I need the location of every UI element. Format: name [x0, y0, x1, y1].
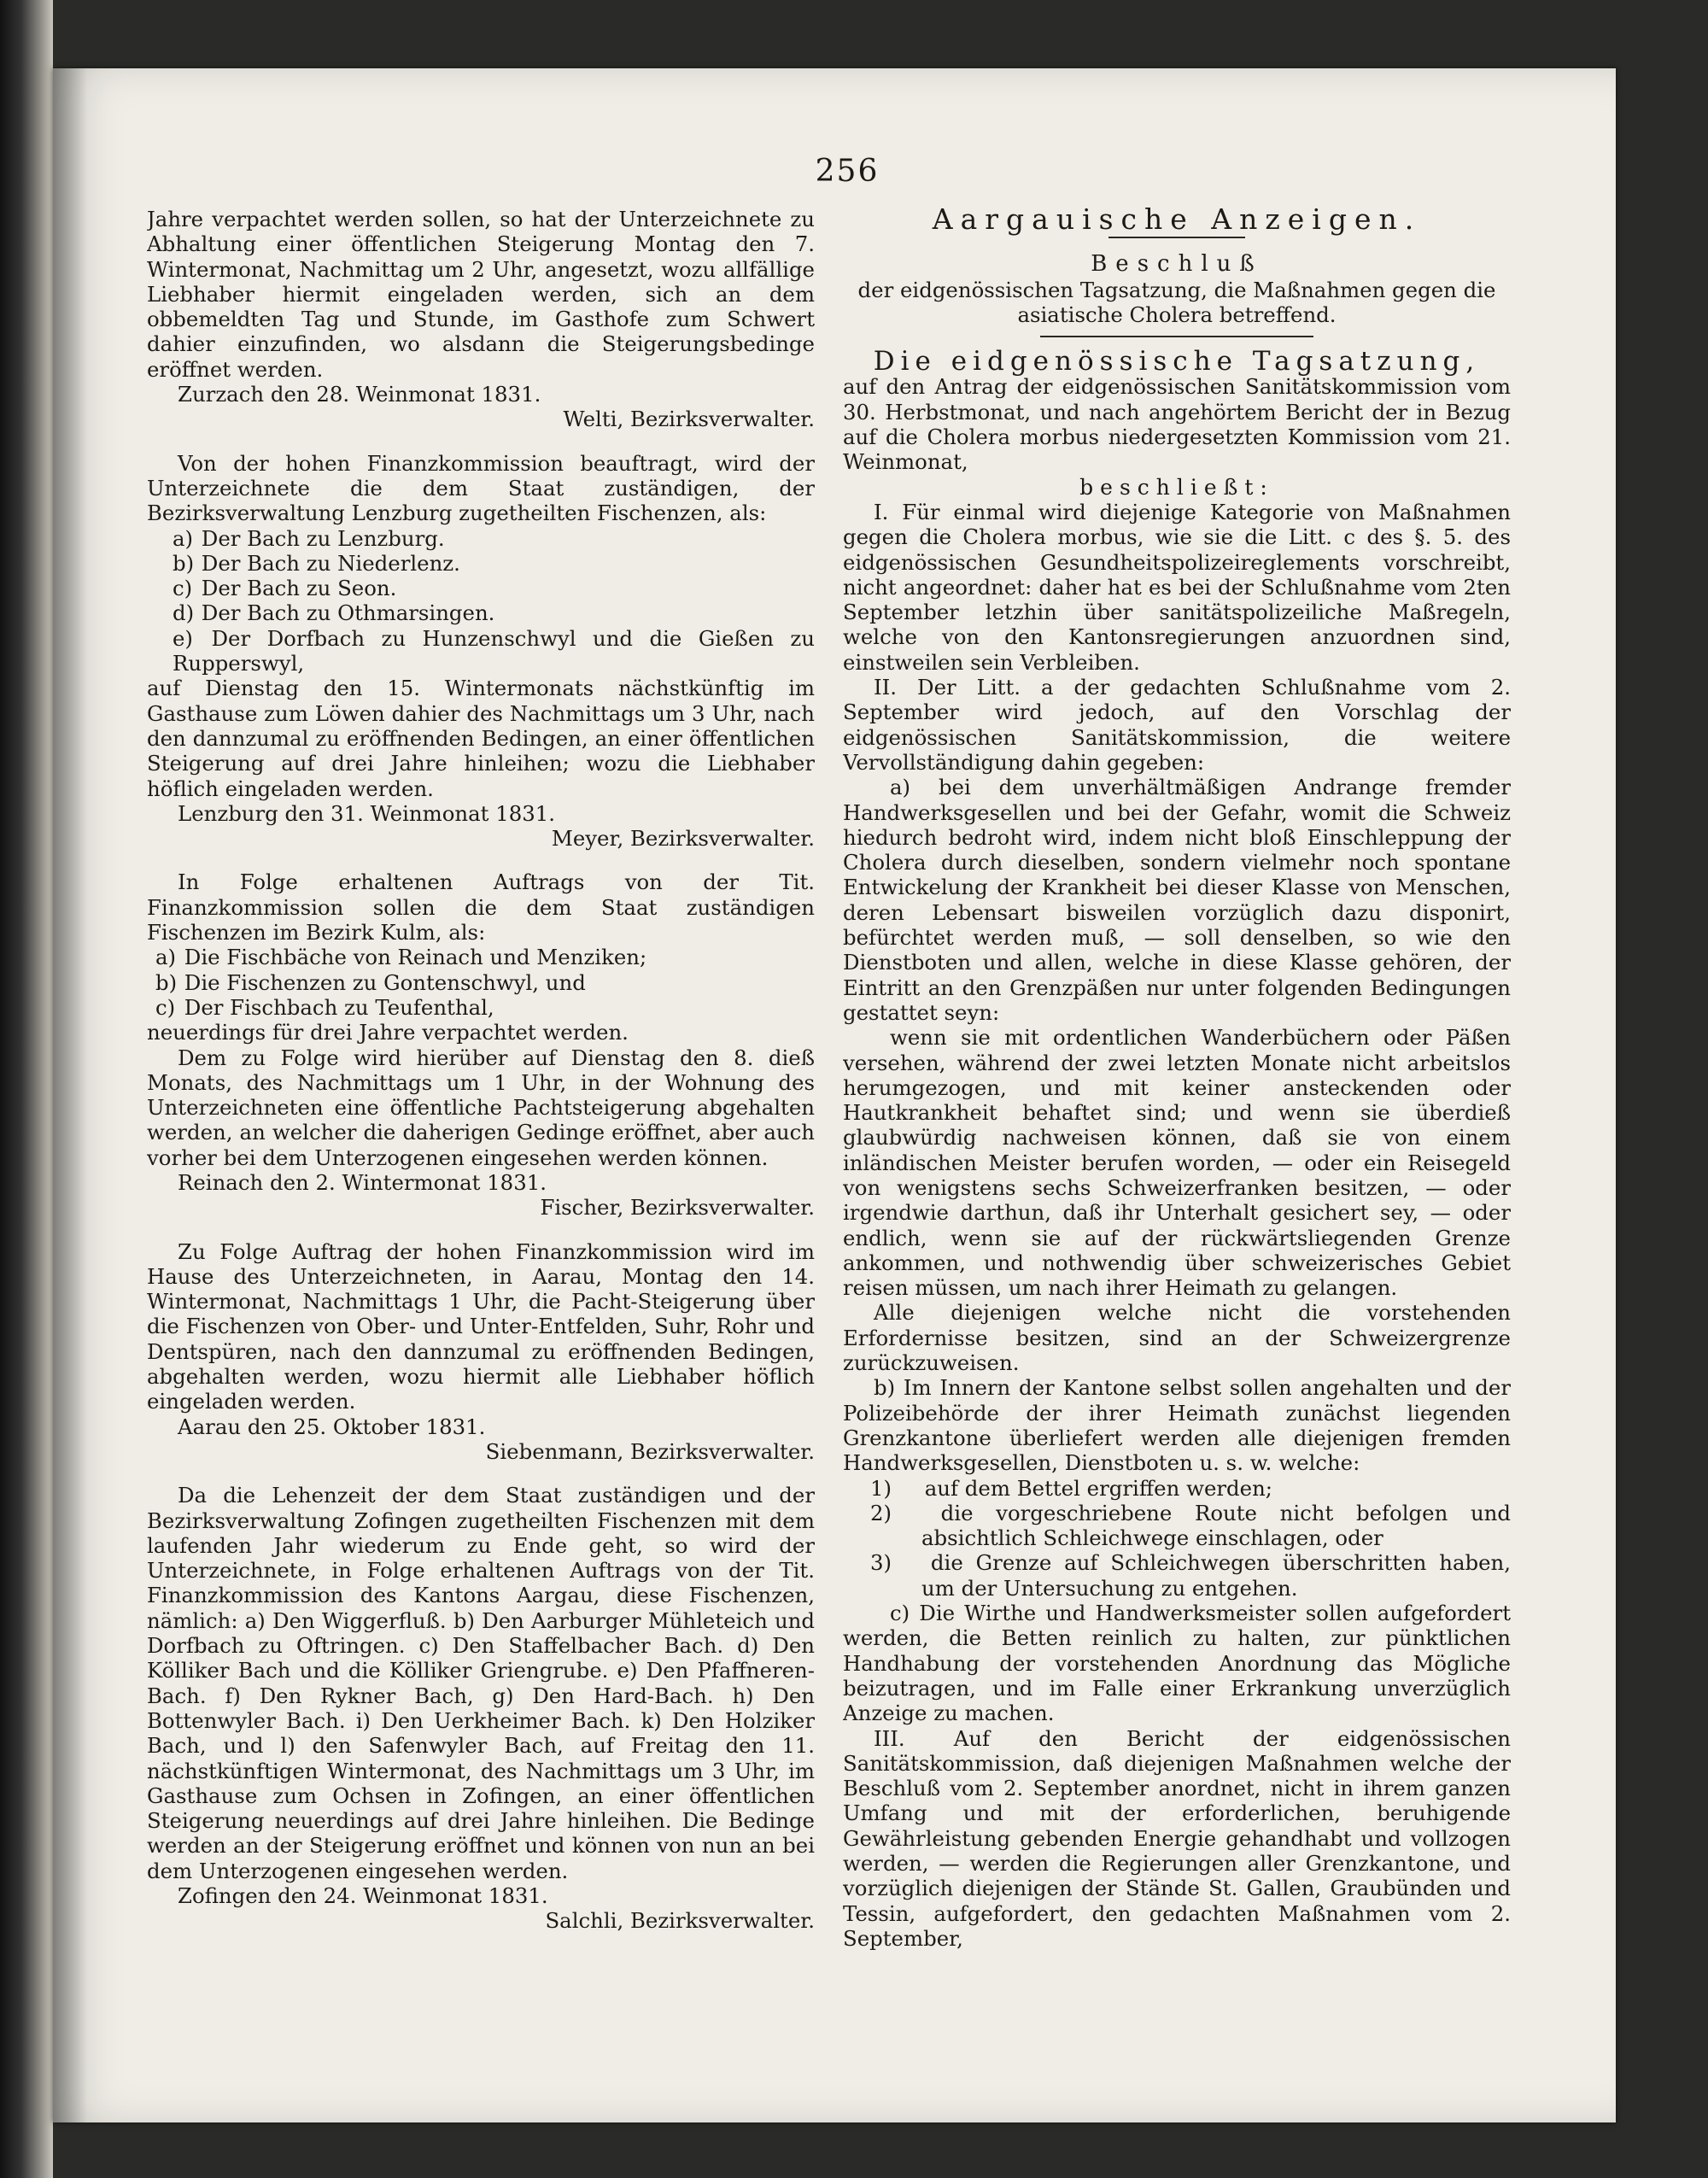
resolution-heading: Beschluß	[1091, 251, 1263, 278]
list-item: a) Der Bach zu Lenzburg.	[173, 525, 445, 551]
notice-zurzach-signature: Welti, Bezirksverwalter.	[563, 407, 815, 432]
notice-kulm-continuation: neuerdings für drei Jahre verpachtet werden.	[147, 1020, 629, 1045]
section-2a: a) bei dem unverhältmäßigen Andrange fremder Handwerksgesellen und bei der Gefahr, womit die Schweiz hiedurch bedroht wird, indem nicht bloß Einschleppung der Cholera durch dieselben, sondern vielmehr noch spontane Entwickelung der Krankheit bei dieser Klasse von Menschen, deren Lebensart bisweilen vorzüglich dazu disponirt, befürchtet werden muß, — soll denselben, so wie den Dienstboten und allen, welche in diese Klasse gehören, der Eintritt an den Grenzpäßen nur unter folgenden Bedingungen gestattet seyn:	[843, 775, 1511, 1025]
section-3: III. Auf den Bericht der eidgenössischen Sanitätskommission, daß diejenigen Maßnahmen welche der Beschluß vom 2. September anordnet, nicht in ihrem ganzen Umfang und mit der erforderlichen, beruhigende Gewährleistung gebenden Energie gehandhabt und vollzogen werden, — werden die Regierungen aller Grenzkantone, und vorzüglich diejenigen der Stände St. Gallen, Graubünden und Tessin, aufgefordert, den gedachten Maßnahmen vom 2. September,	[843, 1725, 1511, 1951]
notice-zofingen-place: Zofingen den 24. Weinmonat 1831.	[178, 1883, 548, 1908]
notice-kulm-text-2: Dem zu Folge wird hierüber auf Dienstag den 8. dieß Monats, des Nachmittags um 1 Uhr, in der Wohnung des Unterzeichneten eine öffentliche Pachtsteigerung abgehalten werden, an welcher die daherigen Gedinge eröffnet, aber auch vorher bei dem Unterzogenen eingesehen werden können.	[147, 1045, 815, 1170]
heading-rule	[1108, 237, 1245, 238]
assembly-heading: Die eidgenössische Tagsatzung,	[873, 346, 1481, 378]
list-item: c) Der Bach zu Seon.	[173, 576, 397, 601]
resolves-heading: beschließt:	[1079, 474, 1274, 500]
newspaper-page	[53, 68, 1616, 2122]
section-1: I. Für einmal wird diejenige Kategorie von Maßnahmen gegen die Cholera morbus, wie sie die Litt. c des §. 5. des eidgenössischen Gesundheitspolizeireglements vorschreibt, nicht angeordnet: daher hat es bei der Schlußnahme vom 2ten September letzhin über sanitätspolizeiliche Maßregeln, welche von den Kantonsregierungen anzuordnen sind, einstweilen sein Verbleiben.	[843, 499, 1511, 675]
section-2c: c) Die Wirthe und Handwerksmeister sollen aufgefordert werden, die Betten reinlich zu halten, zur pünktlichen Handhabung der vorstehenden Anordnung das Mögliche beizutragen, und im Falle einer Erkrankung unverzüglich Anzeige zu machen.	[843, 1601, 1511, 1726]
notice-kulm-signature: Fischer, Bezirksverwalter.	[540, 1195, 815, 1221]
section-heading: Aargauische Anzeigen.	[932, 207, 1422, 236]
notice-aarau-place: Aarau den 25. Oktober 1831.	[178, 1414, 486, 1439]
page-number: 256	[815, 154, 880, 189]
section-2b: b) Im Innern der Kantone selbst sollen angehalten und der Polizeibehörde der ihrer Heimath zunächst liegenden Grenzkantone überliefert werden alle diejenigen fremden Handwerksgesellen, Dienstboten u. s. w. welche:	[843, 1375, 1511, 1476]
resolution-subheading: der eidgenössischen Tagsatzung, die Maßnahmen gegen die asiatische Cholera betreffend.	[857, 277, 1496, 327]
notice-zofingen-text: Da die Lehenzeit der dem Staat zuständigen und der Bezirksverwaltung Zofingen zugetheilten Fischenzen mit dem laufenden Jahr wiederum zu Ende geht, so wird der Unterzeichnete, in Folge erhaltenen Auftrags von der Tit. Finanzkommission des Kantons Aargau, diese Fischenzen, nämlich: a) Den Wiggerfluß. b) Den Aarburger Mühleteich und Dorfbach zu Oftringen. c) Den Staffelbacher Bach. d) Den Kölliker Bach und die Kölliker Griengrube. e) Den Pfaffneren-Bach. f) Den Rykner Bach, g) Den Hard-Bach. h) Den Bottenwyler Bach. i) Den Uerkheimer Bach. k) Den Holziker Bach, und l) den Safenwyler Bach, auf Freitag den 11. nächstkünftigen Wintermonat, des Nachmittags um 3 Uhr, im Gasthause zum Ochsen in Zofingen, an einer öffentlichen Steigerung neuerdings auf drei Jahre hinleihen. Die Bedinge werden an der Steigerung eröffnet und können von nun an bei dem Unterzogenen eingesehen werden.	[147, 1483, 815, 1883]
notice-kulm-list	[147, 945, 815, 1020]
notice-lenzburg-continuation: auf Dienstag den 15. Wintermonats nächstkünftig im Gasthause zum Löwen dahier des Nachmittags um 3 Uhr, nach den dannzumal zu eröffnenden Bedingen, an einer öffentlichen Steigerung auf drei Jahre hinleihen; wozu die Liebhaber höflich eingeladen werden.	[147, 676, 815, 801]
section-2a-rejection: Alle diejenigen welche nicht die vorstehenden Erfordernisse besitzen, sind an der Schweizergrenze zurückzuweisen.	[843, 1300, 1511, 1376]
list-item: a) Die Fischbäche von Reinach und Menziken;	[155, 945, 647, 970]
notice-lenzburg-signature: Meyer, Bezirksverwalter.	[551, 826, 815, 852]
book-spine	[0, 0, 53, 2178]
list-item: c) Der Fischbach zu Teufenthal,	[155, 994, 494, 1020]
left-column	[147, 207, 815, 2017]
resolution-intro: auf den Antrag der eidgenössischen Sanitätskommission vom 30. Herbstmonat, und nach angehörtem Bericht der in Bezug auf die Cholera morbus niedergesetzten Kommission vom 21. Weinmonat,	[843, 374, 1511, 475]
list-item: 1) auf dem Bettel ergriffen werden;	[870, 1475, 1273, 1501]
notice-zurzach-place: Zurzach den 28. Weinmonat 1831.	[178, 382, 541, 407]
right-column	[843, 207, 1511, 2017]
list-item: b) Die Fischenzen zu Gontenschwyl, und	[155, 969, 586, 995]
list-item: e) Der Dorfbach zu Hunzenschwyl und die Gießen zu Rupperswyl,	[173, 625, 815, 676]
section-2b-list	[843, 1476, 1511, 1601]
notice-aarau-text: Zu Folge Auftrag der hohen Finanzkommission wird im Hause des Unterzeichneten, in Aarau, Montag den 14. Wintermonat, Nachmittags 1 Uhr, die Pacht-Steigerung über die Fischenzen von Ober- und Unter-Entfelden, Suhr, Rohr und Dentspüren, nach den dannzumal zu eröffnenden Bedingen, abgehalten werden, wozu hiermit alle Liebhaber höflich eingeladen werden.	[147, 1238, 815, 1414]
subheading-rule	[1040, 336, 1313, 337]
notice-kulm-text: In Folge erhaltenen Auftrags von der Tit. Finanzkommission sollen die dem Staat zuständigen Fischenzen im Bezirk Kulm, als:	[147, 869, 815, 946]
list-item: b) Der Bach zu Niederlenz.	[173, 550, 460, 576]
notice-aarau-signature: Siebenmann, Bezirksverwalter.	[485, 1438, 815, 1464]
section-2: II. Der Litt. a der gedachten Schlußnahme vom 2. September wird jedoch, auf den Vorschlag der eidgenössischen Sanitätskommission, die weitere Vervollständigung dahin gegeben:	[843, 675, 1511, 775]
notice-lenzburg-text: Von der hohen Finanzkommission beauftragt, wird der Unterzeichnete die dem Staat zuständigen, der Bezirksverwaltung Lenzburg zugetheilten Fischenzen, als:	[147, 450, 815, 526]
list-item: 3) die Grenze auf Schleichwegen überschritten haben, um der Untersuchung zu entgehen.	[870, 1550, 1511, 1601]
page-gutter-shadow	[53, 68, 87, 2122]
notice-lenzburg-list	[147, 526, 815, 676]
notice-zofingen-signature: Salchli, Bezirksverwalter.	[545, 1908, 815, 1934]
notice-zurzach-text: Jahre verpachtet werden sollen, so hat der Unterzeichnete zu Abhaltung einer öffentlichen Steigerung Montag den 7. Wintermonat, Nachmittag um 2 Uhr, angesetzt, wozu allfällige Liebhaber hiermit eingeladen werden, sich an dem obbemeldten Tag und Stunde, im Gasthofe zum Schwert dahier einzufinden, wo alsdann die Steigerungsbedinge eröffnet werden.	[147, 207, 815, 382]
notice-kulm-place: Reinach den 2. Wintermonat 1831.	[178, 1169, 547, 1195]
list-item: d) Der Bach zu Othmarsingen.	[173, 600, 495, 626]
notice-lenzburg-place: Lenzburg den 31. Weinmonat 1831.	[178, 800, 556, 826]
section-2a-conditions: wenn sie mit ordentlichen Wanderbüchern oder Päßen versehen, während der zwei letzten Monate nicht arbeitslos herumgezogen, und mit keiner ansteckenden oder Hautkrankheit behaftet sind; und wenn sie überdieß glaubwürdig nachweisen können, daß sie von einem inländischen Meister berufen worden, — oder ein Reisegeld von wenigstens sechs Schweizerfranken besitzen, — oder irgendwie darthun, daß ihr Unterhalt gesichert sey, — oder endlich, wenn sie auf der rückwärtsliegenden Grenze ankommen, und nothwendig über schweizerisches Gebiet reisen müssen, um nach ihrer Heimath zu gelangen.	[843, 1025, 1511, 1301]
list-item: 2) die vorgeschriebene Route nicht befolgen und absichtlich Schleichwege einschlagen, oder	[870, 1500, 1511, 1551]
